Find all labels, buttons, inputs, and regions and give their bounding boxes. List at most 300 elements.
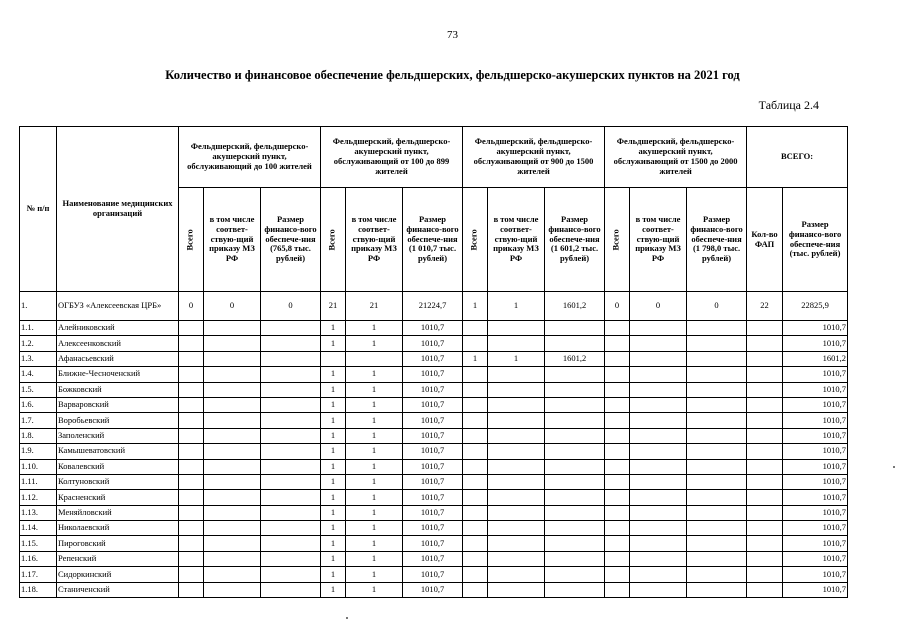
cell-g4-incl xyxy=(630,382,687,397)
cell-g3-total xyxy=(463,321,488,336)
cell-name: Камышеватовский xyxy=(57,444,179,459)
cell-g3-total xyxy=(463,490,488,505)
cell-g4-total xyxy=(605,336,630,351)
cell-g2-size: 1010,7 xyxy=(403,474,463,489)
cell-all-count xyxy=(747,490,783,505)
cell-g2-incl: 1 xyxy=(346,567,403,582)
cell-g4-incl: 0 xyxy=(630,292,687,321)
cell-g4-total xyxy=(605,351,630,366)
cell-all-count xyxy=(747,413,783,428)
cell-g1-incl xyxy=(204,336,261,351)
cell-g1-size xyxy=(261,428,321,443)
cell-all-size: 1010,7 xyxy=(783,336,848,351)
cell-g1-total xyxy=(179,536,204,551)
cell-g2-incl: 1 xyxy=(346,428,403,443)
cell-g3-size xyxy=(545,567,605,582)
fap-table xyxy=(19,126,848,598)
cell-g3-incl xyxy=(488,444,545,459)
cell-g4-size xyxy=(687,382,747,397)
cell-g3-incl xyxy=(488,397,545,412)
cell-g4-incl xyxy=(630,428,687,443)
cell-g4-incl xyxy=(630,474,687,489)
table-label: Таблица 2.4 xyxy=(758,98,819,112)
cell-g2-size: 1010,7 xyxy=(403,397,463,412)
cell-g3-total xyxy=(463,582,488,597)
cell-g3-size: 1601,2 xyxy=(545,351,605,366)
page-number: 73 xyxy=(447,29,458,41)
cell-g4-size xyxy=(687,397,747,412)
cell-g2-size: 1010,7 xyxy=(403,459,463,474)
cell-num: 1.4. xyxy=(20,367,57,382)
cell-g4-total xyxy=(605,567,630,582)
cell-g2-incl: 1 xyxy=(346,397,403,412)
cell-name: Варваровский xyxy=(57,397,179,412)
cell-g4-incl xyxy=(630,367,687,382)
cell-g2-incl: 1 xyxy=(346,505,403,520)
cell-g3-incl: 1 xyxy=(488,292,545,321)
cell-g3-total: 1 xyxy=(463,351,488,366)
cell-all-size: 1010,7 xyxy=(783,567,848,582)
cell-g1-total xyxy=(179,351,204,366)
table-row xyxy=(20,582,848,597)
header-g3-incl: в том числе соответ-ствую-щий приказу МЗ РФ xyxy=(488,188,545,292)
cell-g2-total: 1 xyxy=(321,490,346,505)
cell-g4-size xyxy=(687,413,747,428)
cell-num: 1.2. xyxy=(20,336,57,351)
cell-g1-size xyxy=(261,521,321,536)
header-g1-size: Размер финансо-вого обеспече-ния (765,8 тыс. рублей) xyxy=(261,188,321,292)
header-group-1: Фельдшерский, фельдшерско-акушерский пункт, обслуживающий до 100 жителей xyxy=(179,127,321,188)
cell-g2-size: 1010,7 xyxy=(403,490,463,505)
cell-g1-incl xyxy=(204,521,261,536)
cell-g4-incl xyxy=(630,397,687,412)
cell-g1-incl xyxy=(204,413,261,428)
cell-g4-total xyxy=(605,490,630,505)
header-g1-incl: в том числе соответ-ствую-щий приказу МЗ РФ xyxy=(204,188,261,292)
cell-g4-total: 0 xyxy=(605,292,630,321)
cell-all-size: 1010,7 xyxy=(783,536,848,551)
cell-g3-incl: 1 xyxy=(488,351,545,366)
cell-g1-size xyxy=(261,567,321,582)
cell-name: Алексеенковский xyxy=(57,336,179,351)
cell-g1-incl xyxy=(204,582,261,597)
cell-g3-total xyxy=(463,536,488,551)
cell-g1-total xyxy=(179,321,204,336)
cell-num: 1.5. xyxy=(20,382,57,397)
header-group-2: Фельдшерский, фельдшерско-акушерский пункт, обслуживающий от 100 до 899 жителей xyxy=(321,127,463,188)
cell-name: Божковский xyxy=(57,382,179,397)
table-row xyxy=(20,551,848,566)
cell-num: 1.9. xyxy=(20,444,57,459)
cell-all-size: 1010,7 xyxy=(783,413,848,428)
cell-name: Станиченский xyxy=(57,582,179,597)
cell-name: Ближне-Чесноченский xyxy=(57,367,179,382)
cell-g3-size xyxy=(545,536,605,551)
cell-g2-size: 1010,7 xyxy=(403,321,463,336)
cell-g3-total xyxy=(463,428,488,443)
header-row-groups xyxy=(20,127,848,188)
cell-g1-size xyxy=(261,459,321,474)
cell-all-size: 1010,7 xyxy=(783,382,848,397)
cell-g2-total: 1 xyxy=(321,367,346,382)
cell-g3-total xyxy=(463,444,488,459)
cell-g1-total xyxy=(179,382,204,397)
cell-g3-size xyxy=(545,490,605,505)
table-row xyxy=(20,459,848,474)
cell-g1-size xyxy=(261,413,321,428)
cell-num: 1. xyxy=(20,292,57,321)
cell-all-size: 1010,7 xyxy=(783,459,848,474)
cell-name: Пироговский xyxy=(57,536,179,551)
cell-g2-total: 1 xyxy=(321,567,346,582)
cell-g1-incl xyxy=(204,536,261,551)
cell-g4-size xyxy=(687,351,747,366)
cell-g2-size: 1010,7 xyxy=(403,551,463,566)
cell-g4-size xyxy=(687,428,747,443)
cell-g3-incl xyxy=(488,536,545,551)
table-row xyxy=(20,505,848,520)
cell-g2-size: 1010,7 xyxy=(403,336,463,351)
cell-g2-incl: 1 xyxy=(346,490,403,505)
cell-num: 1.14. xyxy=(20,521,57,536)
cell-all-size: 22825,9 xyxy=(783,292,848,321)
header-g2-incl: в том числе соответ-ствую-щий приказу МЗ РФ xyxy=(346,188,403,292)
cell-g3-size: 1601,2 xyxy=(545,292,605,321)
cell-g4-total xyxy=(605,444,630,459)
cell-g4-total xyxy=(605,413,630,428)
cell-g1-total xyxy=(179,521,204,536)
cell-g2-incl: 1 xyxy=(346,382,403,397)
cell-g1-incl xyxy=(204,444,261,459)
cell-all-count xyxy=(747,521,783,536)
cell-g4-size xyxy=(687,505,747,520)
cell-g1-incl: 0 xyxy=(204,292,261,321)
cell-g3-total xyxy=(463,459,488,474)
cell-g4-incl xyxy=(630,321,687,336)
cell-g4-total xyxy=(605,551,630,566)
cell-g3-size xyxy=(545,521,605,536)
cell-num: 1.11. xyxy=(20,474,57,489)
cell-g3-size xyxy=(545,444,605,459)
cell-g3-size xyxy=(545,428,605,443)
cell-g3-total xyxy=(463,474,488,489)
cell-all-count: 22 xyxy=(747,292,783,321)
cell-g1-incl xyxy=(204,367,261,382)
cell-all-size: 1010,7 xyxy=(783,428,848,443)
cell-g3-incl xyxy=(488,567,545,582)
cell-g4-size xyxy=(687,536,747,551)
cell-g2-total: 1 xyxy=(321,551,346,566)
table-row xyxy=(20,367,848,382)
cell-all-size: 1010,7 xyxy=(783,367,848,382)
cell-g3-size xyxy=(545,367,605,382)
cell-g2-total: 1 xyxy=(321,321,346,336)
cell-g2-incl: 1 xyxy=(346,551,403,566)
header-g4-incl: в том числе соответ-ствую-щий приказу МЗ РФ xyxy=(630,188,687,292)
cell-all-count xyxy=(747,321,783,336)
table-row xyxy=(20,351,848,366)
cell-g3-total xyxy=(463,505,488,520)
cell-g4-incl xyxy=(630,567,687,582)
header-g4-total: Всего xyxy=(605,188,630,292)
cell-g1-size xyxy=(261,551,321,566)
cell-g4-total xyxy=(605,428,630,443)
cell-g4-total xyxy=(605,582,630,597)
cell-g4-total xyxy=(605,367,630,382)
cell-g1-total xyxy=(179,397,204,412)
cell-g1-size xyxy=(261,367,321,382)
cell-all-size: 1010,7 xyxy=(783,551,848,566)
cell-name: Красненский xyxy=(57,490,179,505)
cell-g1-total xyxy=(179,551,204,566)
cell-g4-incl xyxy=(630,444,687,459)
cell-g1-incl xyxy=(204,382,261,397)
cell-name: Афанасьевский xyxy=(57,351,179,366)
cell-all-count xyxy=(747,567,783,582)
table-header xyxy=(20,127,848,292)
scan-speck xyxy=(346,617,348,619)
table-body xyxy=(20,292,848,598)
cell-all-count xyxy=(747,474,783,489)
cell-name: Воробьевский xyxy=(57,413,179,428)
cell-g2-total: 1 xyxy=(321,428,346,443)
cell-all-size: 1010,7 xyxy=(783,582,848,597)
cell-g4-total xyxy=(605,382,630,397)
cell-g3-incl xyxy=(488,582,545,597)
cell-g3-size xyxy=(545,321,605,336)
cell-g3-size xyxy=(545,551,605,566)
cell-g2-total: 1 xyxy=(321,444,346,459)
cell-g2-total: 1 xyxy=(321,582,346,597)
cell-g3-size xyxy=(545,382,605,397)
header-name: Наименование медицинских организаций xyxy=(57,127,179,292)
cell-g3-total xyxy=(463,551,488,566)
cell-g2-size: 1010,7 xyxy=(403,367,463,382)
cell-g4-size xyxy=(687,459,747,474)
cell-num: 1.12. xyxy=(20,490,57,505)
cell-num: 1.17. xyxy=(20,567,57,582)
cell-all-count xyxy=(747,382,783,397)
cell-g2-incl: 1 xyxy=(346,521,403,536)
cell-g2-incl: 1 xyxy=(346,444,403,459)
cell-g3-incl xyxy=(488,382,545,397)
cell-all-size: 1601,2 xyxy=(783,351,848,366)
cell-g1-incl xyxy=(204,490,261,505)
table-row xyxy=(20,444,848,459)
cell-g2-incl: 1 xyxy=(346,321,403,336)
cell-g1-total: 0 xyxy=(179,292,204,321)
cell-g2-size: 1010,7 xyxy=(403,413,463,428)
cell-g3-total xyxy=(463,567,488,582)
cell-name: Заполенский xyxy=(57,428,179,443)
cell-g1-size xyxy=(261,382,321,397)
cell-g2-incl: 1 xyxy=(346,336,403,351)
header-g3-size: Размер финансо-вого обеспече-ния (1 601,2 тыс. рублей) xyxy=(545,188,605,292)
cell-g2-total: 1 xyxy=(321,521,346,536)
cell-g2-total: 1 xyxy=(321,413,346,428)
cell-g4-incl xyxy=(630,336,687,351)
header-num: № п/п xyxy=(20,127,57,292)
cell-g3-incl xyxy=(488,459,545,474)
cell-g1-size xyxy=(261,351,321,366)
cell-g1-size xyxy=(261,444,321,459)
cell-g1-size: 0 xyxy=(261,292,321,321)
cell-g2-incl: 21 xyxy=(346,292,403,321)
cell-g1-size xyxy=(261,490,321,505)
header-g4-size: Размер финансо-вого обеспече-ния (1 798,0 тыс. рублей) xyxy=(687,188,747,292)
cell-all-size: 1010,7 xyxy=(783,444,848,459)
cell-g1-total xyxy=(179,505,204,520)
cell-name: Репенский xyxy=(57,551,179,566)
cell-g3-size xyxy=(545,336,605,351)
cell-g3-total xyxy=(463,397,488,412)
cell-num: 1.18. xyxy=(20,582,57,597)
cell-g2-total: 1 xyxy=(321,336,346,351)
cell-all-count xyxy=(747,582,783,597)
cell-all-count xyxy=(747,551,783,566)
cell-g2-total: 1 xyxy=(321,474,346,489)
cell-g3-total xyxy=(463,382,488,397)
cell-name: Меняйловский xyxy=(57,505,179,520)
cell-g4-total xyxy=(605,459,630,474)
cell-g3-size xyxy=(545,413,605,428)
cell-g2-incl: 1 xyxy=(346,582,403,597)
cell-g3-incl xyxy=(488,321,545,336)
cell-g2-size: 1010,7 xyxy=(403,505,463,520)
cell-g1-size xyxy=(261,321,321,336)
cell-all-size: 1010,7 xyxy=(783,505,848,520)
cell-num: 1.8. xyxy=(20,428,57,443)
cell-g1-total xyxy=(179,490,204,505)
cell-g1-size xyxy=(261,397,321,412)
cell-g2-incl: 1 xyxy=(346,367,403,382)
cell-g4-incl xyxy=(630,351,687,366)
cell-g3-incl xyxy=(488,413,545,428)
cell-all-count xyxy=(747,444,783,459)
cell-g3-size xyxy=(545,582,605,597)
cell-g3-total: 1 xyxy=(463,292,488,321)
cell-g2-size: 21224,7 xyxy=(403,292,463,321)
cell-g2-incl: 1 xyxy=(346,474,403,489)
header-g2-size: Размер финансо-вого обеспече-ния (1 010,7 тыс. рублей) xyxy=(403,188,463,292)
header-all-size: Размер финансо-вого обеспече-ния (тыс. рублей) xyxy=(783,188,848,292)
cell-all-count xyxy=(747,397,783,412)
cell-g2-size: 1010,7 xyxy=(403,567,463,582)
cell-all-size: 1010,7 xyxy=(783,490,848,505)
cell-g1-total xyxy=(179,413,204,428)
cell-g2-total: 1 xyxy=(321,536,346,551)
cell-g3-incl xyxy=(488,490,545,505)
cell-num: 1.6. xyxy=(20,397,57,412)
cell-g2-total: 1 xyxy=(321,382,346,397)
table-row xyxy=(20,474,848,489)
cell-g4-total xyxy=(605,505,630,520)
table-row xyxy=(20,336,848,351)
cell-g2-size: 1010,7 xyxy=(403,444,463,459)
cell-num: 1.13. xyxy=(20,505,57,520)
header-all: ВСЕГО: xyxy=(747,127,848,188)
header-g1-total: Всего xyxy=(179,188,204,292)
cell-g2-incl: 1 xyxy=(346,459,403,474)
cell-g4-incl xyxy=(630,536,687,551)
cell-g4-incl xyxy=(630,551,687,566)
cell-name: Алейниковский xyxy=(57,321,179,336)
cell-g1-incl xyxy=(204,459,261,474)
cell-g4-total xyxy=(605,397,630,412)
cell-g4-size xyxy=(687,336,747,351)
cell-g1-size xyxy=(261,582,321,597)
cell-all-size: 1010,7 xyxy=(783,321,848,336)
cell-g4-incl xyxy=(630,413,687,428)
cell-g1-incl xyxy=(204,397,261,412)
cell-g2-size: 1010,7 xyxy=(403,351,463,366)
table-row xyxy=(20,490,848,505)
cell-num: 1.16. xyxy=(20,551,57,566)
cell-num: 1.15. xyxy=(20,536,57,551)
cell-g1-incl xyxy=(204,567,261,582)
cell-g3-incl xyxy=(488,505,545,520)
cell-g4-size xyxy=(687,551,747,566)
cell-all-size: 1010,7 xyxy=(783,521,848,536)
cell-g4-size xyxy=(687,582,747,597)
cell-g1-incl xyxy=(204,505,261,520)
cell-name: Николаевский xyxy=(57,521,179,536)
cell-g4-incl xyxy=(630,521,687,536)
cell-g1-size xyxy=(261,336,321,351)
cell-all-count xyxy=(747,505,783,520)
header-g3-total: Всего xyxy=(463,188,488,292)
cell-g2-incl xyxy=(346,351,403,366)
cell-g1-total xyxy=(179,582,204,597)
cell-g1-size xyxy=(261,505,321,520)
cell-g1-total xyxy=(179,474,204,489)
cell-name: Сидоркинский xyxy=(57,567,179,582)
table-row xyxy=(20,428,848,443)
cell-g2-size: 1010,7 xyxy=(403,582,463,597)
cell-g4-size xyxy=(687,490,747,505)
cell-g2-total: 1 xyxy=(321,397,346,412)
cell-g3-size xyxy=(545,397,605,412)
cell-g4-total xyxy=(605,536,630,551)
header-group-3: Фельдшерский, фельдшерско-акушерский пункт, обслуживающий от 900 до 1500 жителей xyxy=(463,127,605,188)
cell-g1-incl xyxy=(204,474,261,489)
cell-g1-incl xyxy=(204,428,261,443)
scan-speck xyxy=(893,466,895,468)
cell-g2-incl: 1 xyxy=(346,536,403,551)
cell-g1-size xyxy=(261,536,321,551)
cell-g2-incl: 1 xyxy=(346,413,403,428)
cell-g1-total xyxy=(179,459,204,474)
cell-g2-total: 1 xyxy=(321,459,346,474)
cell-g4-size xyxy=(687,521,747,536)
cell-g4-size xyxy=(687,474,747,489)
cell-g3-incl xyxy=(488,474,545,489)
cell-g1-incl xyxy=(204,351,261,366)
cell-g3-incl xyxy=(488,428,545,443)
header-all-count: Кол-во ФАП xyxy=(747,188,783,292)
cell-g1-incl xyxy=(204,551,261,566)
cell-g3-size xyxy=(545,459,605,474)
cell-all-count xyxy=(747,351,783,366)
cell-num: 1.3. xyxy=(20,351,57,366)
cell-g4-total xyxy=(605,521,630,536)
cell-num: 1.10. xyxy=(20,459,57,474)
table-row xyxy=(20,536,848,551)
cell-g2-size: 1010,7 xyxy=(403,536,463,551)
cell-g3-incl xyxy=(488,521,545,536)
cell-g1-total xyxy=(179,367,204,382)
cell-num: 1.7. xyxy=(20,413,57,428)
